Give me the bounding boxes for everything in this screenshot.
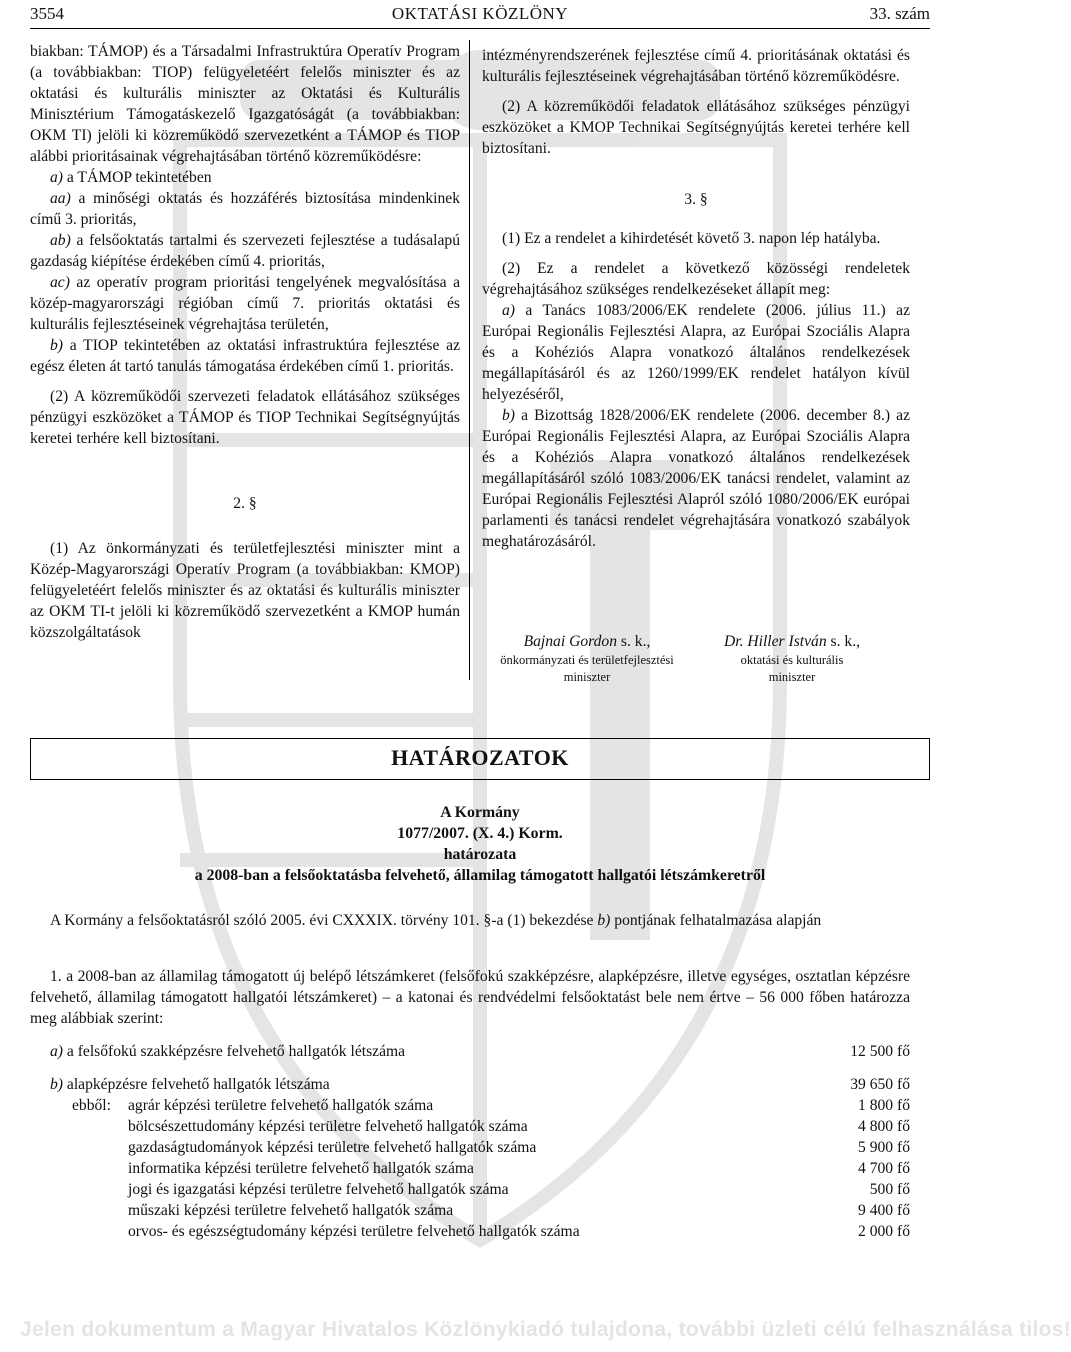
section-title: HATÁROZATOK xyxy=(391,745,569,770)
regulation-b xyxy=(482,405,910,552)
quota-a-text: a felsőfokú szakképzésre felvehető hallgatók létszáma xyxy=(63,1043,406,1060)
column-divider xyxy=(469,40,470,680)
signature-2 xyxy=(687,632,897,686)
signature-2-role-line1: oktatási és kulturális xyxy=(740,653,844,667)
intro-text-before: A Kormány a felsőoktatásról szóló 2005. évi CXXXIX. törvény 101. §-a (1) bekezdése xyxy=(50,912,598,929)
quota-row-a-label xyxy=(50,1041,405,1062)
item-ab-label: ab) xyxy=(50,232,71,249)
quota-sub-value: 4 800 fő xyxy=(858,1118,910,1135)
left-paragraph-2: (2) A közreműködői szervezeti feladatok ellátásához szükséges pénzügyi eszközöket a TÁMOP és TIOP Technikai Segítségnyújtás keretei terhére kell biztosítani. xyxy=(30,388,460,447)
regulation-a xyxy=(482,300,910,405)
right-paragraph-3: (1) Ez a rendelet a kihirdetését követő 3. napon lép hatályba. xyxy=(502,230,881,247)
quota-sub-label: műszaki képzési területre felvehető hallgatók száma xyxy=(128,1202,454,1219)
quota-row-b-value: 39 650 fő xyxy=(850,1076,910,1093)
item-aa xyxy=(30,188,460,230)
decision-intro xyxy=(30,910,910,931)
item-b-label: b) xyxy=(50,337,63,354)
right-paragraph-2: (2) A közreműködői feladatok ellátásához szükséges pénzügyi eszközöket a KMOP Technikai Segítségnyújtás keretei terhére kell biztosítani. xyxy=(482,98,910,157)
item-a xyxy=(30,167,460,188)
intro-text-after: pontjának felhatalmazása alapján xyxy=(610,912,822,929)
decision-point-1: 1. a 2008-ban az államilag támogatott új belépő létszámkeret (felsőfokú szakképzésre, alapképzésre, illetve egységes, osztatlan képzésre felvehető, államilag támogatott hallgatói létszámkeret) – a katonai és rendvédelmi felsőoktatást bele nem értve – 56 000 főben határozza meg alábbiak szerint: xyxy=(30,968,910,1027)
right-column xyxy=(482,45,910,552)
item-b-text: a TIOP tekintetében az oktatási infrastruktúra fejlesztése az egész életen át tartó tanulás támogatása érdekében című 1. prioritás. xyxy=(30,337,460,375)
left-column xyxy=(30,41,460,643)
quota-b-letter: b) xyxy=(50,1076,63,1093)
quota-row-b-label xyxy=(50,1074,330,1095)
quota-sub-value: 5 900 fő xyxy=(858,1139,910,1156)
issue-number: 33. szám xyxy=(869,4,930,23)
quota-sub-row xyxy=(30,1095,910,1116)
quota-a-letter: a) xyxy=(50,1043,63,1060)
quota-sub-value: 500 fő xyxy=(869,1181,910,1198)
item-ab-text: a felsőoktatás tartalmi és szervezeti fejlesztése a tudásalapú gazdaság kiépítése érdekében című 4. prioritás, xyxy=(30,232,460,270)
quota-sub-label: informatika képzési területre felvehető hallgatók száma xyxy=(128,1160,474,1177)
regulation-a-text: a Tanács 1083/2006/EK rendelete (2006. július 11.) az Európai Regionális Fejlesztési Alapra, az Európai Szociális Alapra és a Kohéziós Alapra vonatkozó általános rendelkezések megállapításáról és az 1260/1999/EK rendelet hatályon kívül helyezéséről, xyxy=(482,302,910,403)
signature-1-role-line2: miniszter xyxy=(563,670,611,684)
page-header xyxy=(30,4,930,30)
quota-sub-label: gazdaságtudományok képzési területre felvehető hallgatók száma xyxy=(128,1139,537,1156)
decision-heading xyxy=(30,802,930,886)
item-b xyxy=(30,335,460,377)
signature-2-suffix: s. k., xyxy=(826,633,860,650)
quota-sub-row xyxy=(30,1221,910,1242)
quota-sub-row xyxy=(30,1137,910,1158)
quota-row-a xyxy=(30,1041,910,1062)
section-3-heading: 3. § xyxy=(684,191,708,208)
section-title-box xyxy=(30,738,930,780)
regulation-a-label: a) xyxy=(502,302,515,319)
signature-1-name: Bajnai Gordon xyxy=(523,633,618,650)
footer-watermark: Jelen dokumentum a Magyar Hivatalos Közlönykiadó tulajdona, további üzleti célú felhasználása tilos! xyxy=(20,1318,1071,1341)
header-rule xyxy=(30,28,930,29)
decision-type: határozata xyxy=(443,846,517,863)
quota-sub-value: 9 400 fő xyxy=(858,1202,910,1219)
section-2-heading: 2. § xyxy=(233,495,257,512)
quota-sub-label: bölcsészettudomány képzési területre felvehető hallgatók száma xyxy=(128,1118,528,1135)
quota-sub-value: 2 000 fő xyxy=(858,1223,910,1240)
item-ac xyxy=(30,272,460,335)
journal-title: OKTATÁSI KÖZLÖNY xyxy=(391,4,569,23)
decision-subject: a 2008-ban a felsőoktatásba felvehető, államilag támogatott hallgatói létszámkeretről xyxy=(194,867,766,884)
signature-1-role-line1: önkormányzati és területfejlesztési xyxy=(500,653,674,667)
item-aa-label: aa) xyxy=(50,190,71,207)
item-a-text: a TÁMOP tekintetében xyxy=(63,169,212,186)
quota-sub-label: orvos- és egészségtudomány képzési területre felvehető hallgatók száma xyxy=(128,1223,580,1240)
left-paragraph-3: (1) Az önkormányzati és területfejlesztési miniszter mint a Közép-Magyarországi Operatív Program (a továbbiakban: KMOP) felügyeletéért felelős miniszter és az oktatási és kulturális miniszter az OKM TI-t jelöli ki közreműködő szervezetként a KMOP humán közszolgáltatások xyxy=(30,540,460,641)
item-a-label: a) xyxy=(50,169,63,186)
item-ab xyxy=(30,230,460,272)
signature-2-role-line2: miniszter xyxy=(768,670,816,684)
right-paragraph-4: (2) Ez a rendelet a következő közösségi rendeletek végrehajtásához szükséges rendelkezéseket állapít meg: xyxy=(482,260,910,298)
item-ac-text: az operatív program prioritási tengelyének megvalósítása a közép-magyarországi régióban című 7. prioritás oktatási és kulturális fejlesztéseinek végrehajtása területén, xyxy=(30,274,460,333)
page-number: 3554 xyxy=(30,4,64,23)
signature-1 xyxy=(482,632,692,686)
decision-number: 1077/2007. (X. 4.) Korm. xyxy=(397,825,563,842)
quota-row-a-value: 12 500 fő xyxy=(850,1043,910,1060)
quota-sub-row xyxy=(30,1116,910,1137)
quota-sub-label: agrár képzési területre felvehető hallgatók száma xyxy=(128,1097,434,1114)
regulation-b-text: a Bizottság 1828/2006/EK rendelete (2006. december 8.) az Európai Regionális Fejlesztési Alapra, az Európai Szociális Alapra és a Kohéziós Alapra vonatkozó általános rendelkezések megállapításáról szóló 1083/2006/EK tanácsi rendelet, valamint az Európai Regionális Fejlesztési Alapról szóló 1080/2006/EK európai parlamenti és tanácsi rendelet végrehajtására vonatkozó szabályok meghatározásáról. xyxy=(482,407,910,550)
item-ac-label: ac) xyxy=(50,274,70,291)
signature-2-name: Dr. Hiller István xyxy=(723,633,827,650)
item-aa-text: a minőségi oktatás és hozzáférés biztosítása mindenkinek című 3. prioritás, xyxy=(30,190,460,228)
signatures xyxy=(482,632,910,692)
signature-1-suffix: s. k., xyxy=(617,633,651,650)
quota-b-text: alapképzésre felvehető hallgatók létszáma xyxy=(63,1076,330,1093)
quota-row-b xyxy=(30,1074,910,1095)
quota-sub-row xyxy=(30,1200,910,1221)
quota-sub-value: 4 700 fő xyxy=(858,1160,910,1177)
quota-sub-prefix: ebből: xyxy=(72,1097,111,1114)
quota-sub-row xyxy=(30,1158,910,1179)
regulation-b-label: b) xyxy=(502,407,515,424)
left-paragraph-1: biakban: TÁMOP) és a Társadalmi Infrastruktúra Operatív Program (a továbbiakban: TIOP) felügyeletéért felelős miniszter és az oktatási és kulturális miniszter az Oktatási és Kulturális Minisztérium Támogatáskezelő Igazgatóságát (a továbbiakban: OKM TI) jelöli ki közreműködő szervezetként a TÁMOP és TIOP alábbi prioritásainak végrehajtásában történő közreműködésre: xyxy=(30,43,460,165)
quota-list xyxy=(30,1041,910,1242)
intro-italic: b) xyxy=(597,912,611,929)
quota-sub-label: jogi és igazgatási képzési területre felvehető hallgatók száma xyxy=(128,1181,509,1198)
decision-issuer: A Kormány xyxy=(440,804,520,821)
quota-sub-value: 1 800 fő xyxy=(858,1097,910,1114)
right-paragraph-1: intézményrendszerének fejlesztése című 4. prioritásának oktatási és kulturális fejlesztéseinek végrehajtásában történő közreműködésre. xyxy=(482,47,910,85)
quota-sub-row xyxy=(30,1179,910,1200)
